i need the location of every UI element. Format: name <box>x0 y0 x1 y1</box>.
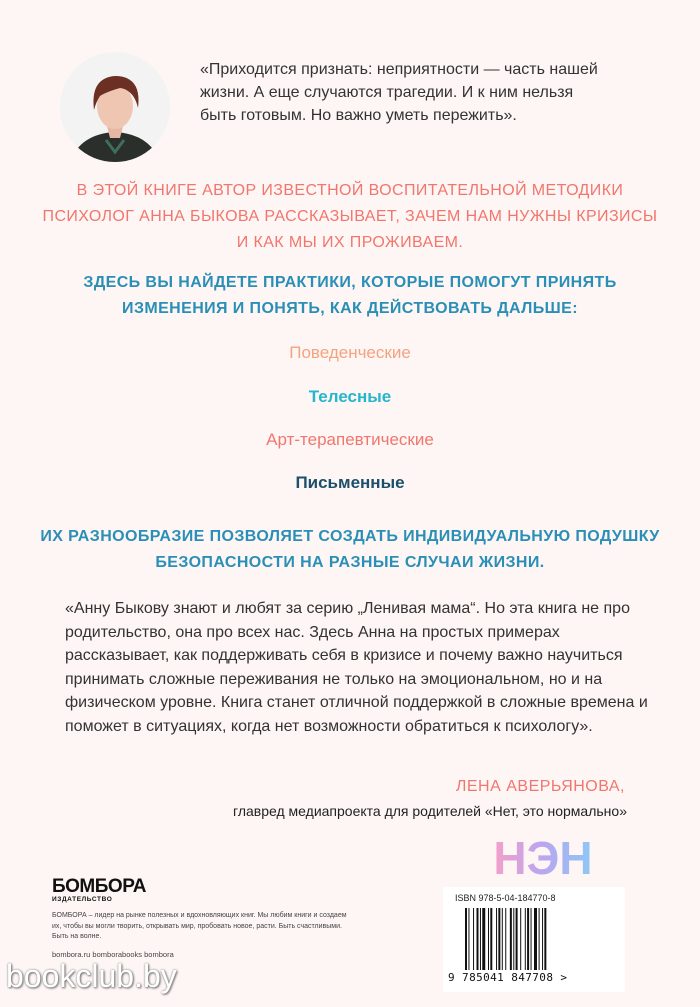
barcode-bar <box>544 908 546 970</box>
barcode-bar <box>496 908 497 970</box>
practice-written: Письменные <box>295 473 405 492</box>
barcode-bar <box>527 908 529 970</box>
barcode-bar <box>490 908 492 970</box>
barcode-bar <box>542 908 543 970</box>
barcode-digits: 9 785041 847708 > <box>448 971 568 984</box>
barcode-bar <box>531 908 532 970</box>
author-quote: «Приходится признать: неприятности — часть нашей жизни. А еще случаются трагедии. И к ним нельзя быть готовым. Но важно уметь пережить». <box>200 61 598 124</box>
publisher-logo: БОМБОРА <box>52 876 146 897</box>
review-quote: «Анну Быкову знают и любят за серию „Ленивая мама“. Но эта книга не про родительство, она про всех нас. Здесь Анна на простых примерах рассказывает, как поддерживать себя в кризисе и почему важно научиться принимать сложные переживания не только на эмоциональном, но и на физическом уровне. Книга станет отличной поддержкой в сложные времена и поможет в ситуациях, когда нет возможности обратиться к психологу». <box>65 600 648 735</box>
barcode-bar <box>513 908 514 970</box>
practice-behavioral: Поведенческие <box>289 343 411 362</box>
nen-logo-text: НЭН <box>493 832 593 880</box>
barcode-bars <box>463 908 613 970</box>
barcode-bar <box>498 908 500 970</box>
barcode-bar <box>468 908 469 970</box>
barcode-bar <box>482 908 485 970</box>
intro-text: В ЭТОЙ КНИГЕ АВТОР ИЗВЕСТНОЙ ВОСПИТАТЕЛЬНОЙ МЕТОДИКИ ПСИХОЛОГ АННА БЫКОВА РАССКАЗЫВАЕТ, ЗАЧЕМ НАМ НУЖНЫ КРИЗИСЫ И КАК МЫ ИХ ПРОЖИВАЕМ. <box>42 182 658 251</box>
author-photo <box>60 52 170 162</box>
barcode-bar <box>477 908 479 970</box>
practice-art-therapy: Арт-терапевтические <box>266 430 434 449</box>
reviewer-role: главред медиапроекта для родителей «Нет, это нормально» <box>233 803 627 819</box>
barcode-bar <box>505 908 506 970</box>
publisher-socials: bombora.ru bomborabooks bombora <box>52 950 174 959</box>
barcode-bar <box>465 908 467 970</box>
reviewer-name: ЛЕНА АВЕРЬЯНОВА, <box>455 778 625 795</box>
barcode-bar <box>488 908 489 970</box>
practice-bodily: Телесные <box>308 387 392 406</box>
barcode-bar <box>502 908 503 970</box>
publisher-subtitle: ИЗДАТЕЛЬСТВО <box>52 896 113 903</box>
diversity-text: ИХ РАЗНООБРАЗИЕ ПОЗВОЛЯЕТ СОЗДАТЬ ИНДИВИДУАЛЬНУЮ ПОДУШКУ БЕЗОПАСНОСТИ НА РАЗНЫЕ СЛУЧАИ ЖИЗНИ. <box>40 528 660 571</box>
practices-lead: ЗДЕСЬ ВЫ НАЙДЕТЕ ПРАКТИКИ, КОТОРЫЕ ПОМОГУТ ПРИНЯТЬ ИЗМЕНЕНИЯ И ПОНЯТЬ, КАК ДЕЙСТВОВАТЬ ДАЛЬШЕ: <box>83 274 617 317</box>
publisher-about: БОМБОРА – лидер на рынке полезных и вдохновляющих книг. Мы любим книги и создаем их, чтобы вы могли творить, открывать мир, пробовать новое, расти. Быть счастливыми. Быть на волне. <box>52 912 347 940</box>
barcode-bar <box>516 908 518 970</box>
barcode-bar <box>520 908 521 970</box>
barcode-bar <box>539 908 540 970</box>
isbn: ISBN 978-5-04-184770-8 <box>455 893 556 903</box>
barcode-bar <box>534 908 537 970</box>
barcode-bar <box>510 908 512 970</box>
barcode-bar <box>473 908 474 970</box>
watermark: bookclub.by <box>6 958 177 994</box>
barcode-bar <box>525 908 526 970</box>
barcode-bar <box>480 908 481 970</box>
nen-logo <box>493 832 593 880</box>
